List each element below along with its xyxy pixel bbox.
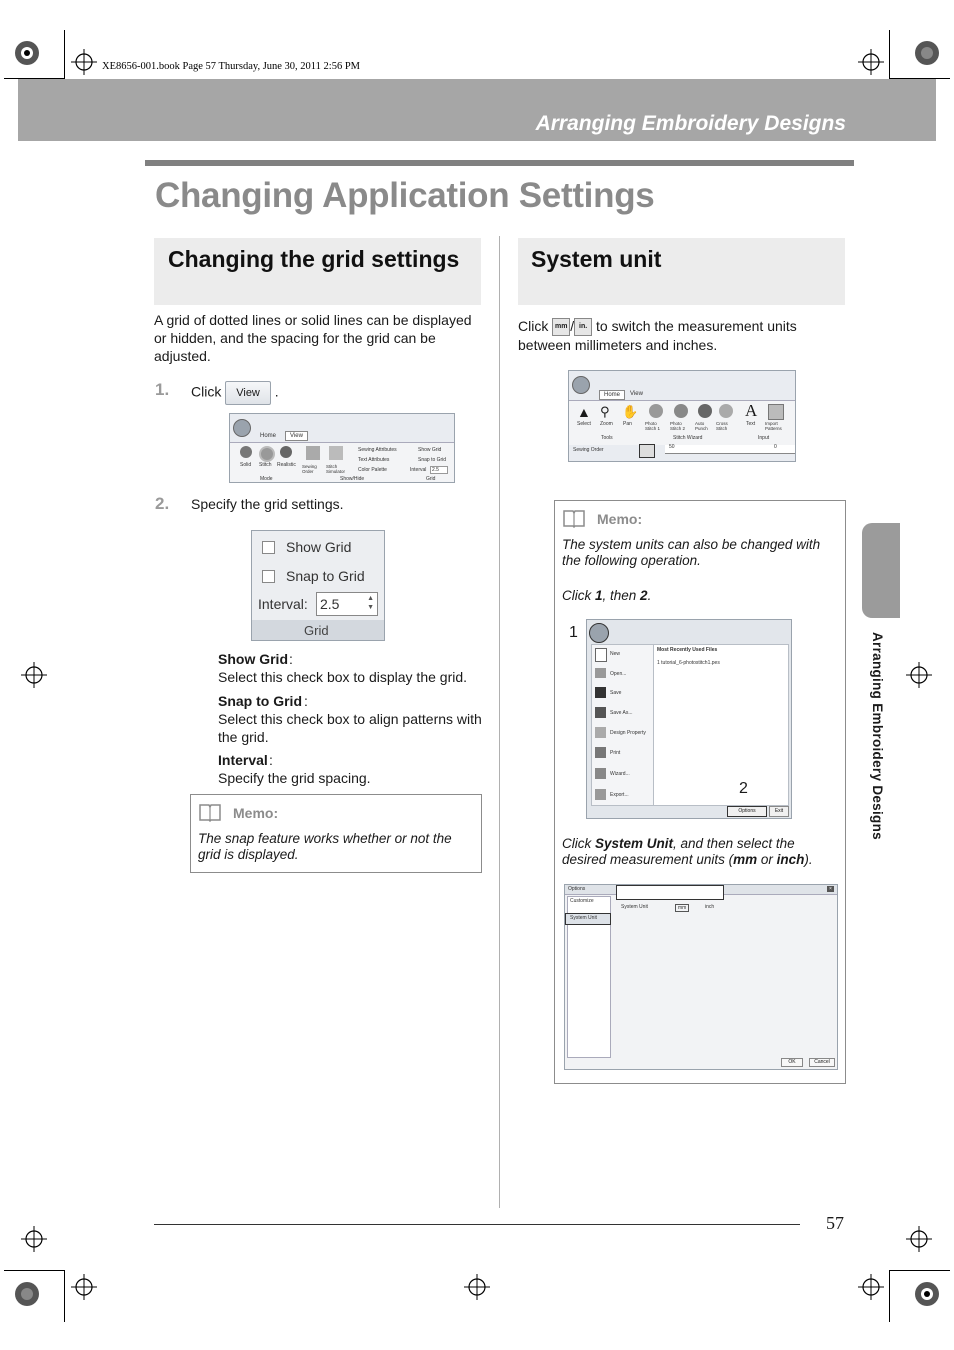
auto-punch-icon[interactable] [698,404,712,418]
app-button[interactable] [572,376,590,394]
recent-files-title: Most Recently Used Files [657,647,718,653]
side-chapter-tab [862,523,900,618]
tool-select[interactable]: Select [577,421,591,427]
group-input-label: Input [758,435,770,441]
realistic-mode-icon[interactable] [280,446,292,458]
group-tools-label: Tools [601,435,613,441]
app-button[interactable] [233,419,251,437]
crosshair-icon [858,49,884,75]
stitch-simulator-label: Stitch Simulator [326,464,346,474]
group-showhide-label: Show/Hide [340,476,365,482]
print-file-info: XE8656-001.book Page 57 Thursday, June 30, 2011 2:56 PM [102,61,361,72]
ribbon-tab-view[interactable]: View [285,431,308,441]
system-unit-field [616,885,724,900]
menu-item-save[interactable]: Save [610,690,622,696]
open-folder-icon [595,668,606,678]
dialog-close-icon[interactable]: × [827,886,834,892]
recent-file-item[interactable]: 1 tutorial_6-photostitch1.pes [657,660,720,666]
tool-auto-punch[interactable]: Auto Punch [695,421,708,431]
menu-item-print[interactable]: Print [610,750,621,756]
mode-solid-label: Solid [240,462,252,468]
intro-before: Click [518,318,549,334]
step1-text-before: Click [191,383,222,400]
crop-mark [889,30,890,82]
view-ribbon-screenshot [229,413,455,483]
mm-unit-icon[interactable]: mm [552,318,570,336]
cross-stitch-icon[interactable] [719,404,733,418]
memo-line2-a: Click [562,588,595,603]
grid-intro: A grid of dotted lines or solid lines can be displayed or hidden, and the spacing for the grid can be adjusted. [154,312,472,364]
tool-import-patterns[interactable]: Import Patterns [765,421,782,431]
memo-text: The snap feature works whether or not the grid is displayed. [198,831,452,862]
show-grid-checkbox[interactable] [262,541,275,554]
sewing-order-panel-label: Sewing Order [573,447,604,453]
system-unit-field-label: System Unit [621,904,648,910]
page-number: 57 [826,1213,844,1233]
new-file-icon [595,648,607,662]
def-colon: : [269,752,273,768]
nav-customize[interactable]: Customize [570,898,594,904]
sewing-order-label: Sewing Order [302,464,317,474]
crosshair-icon [21,1226,47,1252]
check-sewing-attributes[interactable]: Sewing Attributes [358,447,397,453]
tool-zoom[interactable]: Zoom [600,421,613,427]
check-color-palette[interactable]: Color Palette [358,467,387,473]
memo-line2-b: 1 [595,588,603,603]
spinner-down-icon[interactable]: ▼ [367,604,374,611]
crop-mark [4,1270,64,1271]
crop-mark [64,1270,65,1322]
tool-text[interactable]: Text [746,421,756,427]
view-tab-button[interactable]: View [225,381,271,405]
step-marker-2: 2 [739,780,748,797]
save-as-icon [595,707,606,718]
menu-item-new[interactable]: New [610,651,621,657]
crosshair-icon [906,662,932,688]
snap-to-grid-checkbox[interactable] [262,570,275,583]
group-stitch-wizard-label: Stitch Wizard [673,435,703,441]
memo-line2-c: , then [602,588,641,603]
crosshair-icon [71,1274,97,1300]
inch-unit-icon[interactable]: in. [574,318,592,336]
memo-line2-d: 2 [640,588,648,603]
tool-cross-stitch[interactable]: Cross Stitch [716,421,728,431]
side-chapter-title: Arranging Embroidery Designs [870,632,885,840]
def-show-grid-desc: Select this check box to display the grid. [218,669,468,685]
crosshair-icon [464,1274,490,1300]
intro-after: to switch the measurement units between millimeters and inches. [518,318,797,354]
page-title: Changing Application Settings [155,176,655,215]
crosshair-icon [71,49,97,75]
interval-value: 2.5 [320,596,340,612]
check-text-attributes[interactable]: Text Attributes [358,457,390,463]
memo-line3-f: inch [776,852,805,867]
text-tool-icon[interactable]: A [745,401,758,420]
crop-mark [889,1270,890,1322]
tool-photo-stitch-2[interactable]: Photo Stitch 2 [670,421,686,431]
check-snap-to-grid[interactable]: Snap to Grid [418,457,447,463]
memo-line3-a: Click [562,836,595,851]
memo-line3-e: or [757,852,777,867]
crop-mark [890,1270,950,1271]
menu-item-save-as[interactable]: Save As... [610,710,633,716]
memo-line3 [562,836,837,868]
book-icon [198,802,222,822]
system-unit-section-title: System unit [531,246,662,272]
app-button[interactable] [589,623,609,643]
step-number: 1. [155,380,170,399]
step1-text-after: . [274,383,279,400]
menu-item-design-property[interactable]: Design Property [610,730,646,736]
snap-to-grid-label: Snap to Grid [286,568,365,584]
memo-label: Memo: [597,511,643,527]
ribbon-tab-view[interactable]: View [630,391,643,397]
group-grid-label: Grid [426,476,436,482]
def-snap-desc: Select this check box to align patterns with the grid. [218,711,482,745]
icon-separator: / [570,318,575,334]
def-interval-term: Interval [218,752,268,768]
def-snap-term: Snap to Grid [218,693,302,709]
menu-item-open[interactable]: Open... [610,671,627,677]
options-dialog-screenshot [564,884,838,1070]
mode-stitch-label: Stitch [259,462,272,468]
step-number: 2. [155,494,170,513]
memo-line3-d: mm [733,852,758,867]
radio-inch[interactable]: inch [705,904,715,910]
check-show-grid[interactable]: Show Grid [418,447,442,453]
registration-target-icon [914,1281,940,1307]
dialog-title: Options [568,886,586,892]
step-marker-1: 1 [569,624,578,641]
wizard-icon [595,768,606,779]
step2-text: Specify the grid settings. [191,496,344,512]
import-patterns-icon[interactable] [768,404,784,420]
menu-item-export[interactable]: Export... [610,792,629,798]
design-property-icon [595,727,606,738]
grid-panel-screenshot [251,530,385,641]
footer-rule [154,1224,800,1225]
export-icon [595,789,606,800]
ribbon-tab-home[interactable]: Home [599,390,625,400]
def-show-grid-term: Show Grid [218,651,288,667]
zoom-icon[interactable]: ⚲ [600,404,610,419]
memo-line2-e: . [647,588,652,603]
sewing-order-icon[interactable] [306,446,320,460]
select-arrow-icon[interactable]: ▲ [577,404,591,420]
interval-value[interactable]: 2.5 [430,466,448,474]
ok-button[interactable]: OK [781,1058,803,1067]
save-disk-icon [595,687,606,698]
memo-line3-g: ). [804,852,813,867]
cancel-button[interactable]: Cancel [809,1058,835,1067]
ribbon-tab-home[interactable]: Home [260,433,277,439]
ruler-tick-50: 50 [669,444,675,450]
crop-mark [64,30,65,82]
memo-label: Memo: [233,805,279,821]
crosshair-icon [858,1274,884,1300]
ruler-tick-0: 0 [774,444,777,450]
grid-group-label: Grid [304,623,329,638]
group-mode-label: Mode [260,476,273,482]
home-ribbon-screenshot [568,370,796,462]
memo-line3-c: , and then select the desired measurement units ( [562,836,795,867]
def-interval-desc: Specify the grid spacing. [218,770,371,786]
show-grid-label: Show Grid [286,539,352,555]
printer-icon [595,747,606,758]
grid-section-title: Changing the grid settings [168,246,460,272]
registration-target-icon [14,40,40,66]
tool-pan[interactable]: Pan [623,421,632,427]
title-rule [145,160,854,166]
stitch-mode-icon[interactable] [259,446,275,462]
registration-target-icon [914,40,940,66]
app-menu-screenshot [586,619,792,819]
registration-target-icon [14,1281,40,1307]
crosshair-icon [21,662,47,688]
radio-mm[interactable]: mm [675,904,689,912]
memo-line2 [562,588,651,604]
interval-label: Interval: [258,596,308,612]
column-divider [499,236,500,1208]
menu-item-wizard[interactable]: Wizard... [610,771,630,777]
stitch-simulator-icon[interactable] [329,446,343,460]
solid-mode-icon[interactable] [240,446,252,458]
options-button[interactable]: Options [727,806,767,817]
photo-stitch-1-icon[interactable] [649,404,663,418]
def-colon: : [304,693,308,709]
memo-line3-b: System Unit [595,836,674,851]
book-icon [562,508,586,528]
pan-hand-icon[interactable]: ✋ [622,404,639,419]
crosshair-icon [906,1226,932,1252]
unit-toggle-button[interactable] [639,444,655,458]
nav-system-unit[interactable]: System Unit [570,915,597,921]
spinner-up-icon[interactable]: ▲ [367,595,374,602]
photo-stitch-2-icon[interactable] [674,404,688,418]
system-unit-intro [518,317,848,354]
step1-text [191,381,279,405]
interval-input[interactable] [316,592,378,616]
memo-line1: The system units can also be changed with the following operation. [562,537,821,568]
def-colon: : [289,651,293,667]
interval-label: Interval [410,467,427,473]
exit-button[interactable]: Exit [769,806,789,817]
menu-right-panel [653,644,789,806]
tool-photo-stitch-1[interactable]: Photo Stitch 1 [645,421,661,431]
mode-realistic-label: Realistic [277,462,296,468]
chapter-title: Arranging Embroidery Designs [535,112,846,135]
